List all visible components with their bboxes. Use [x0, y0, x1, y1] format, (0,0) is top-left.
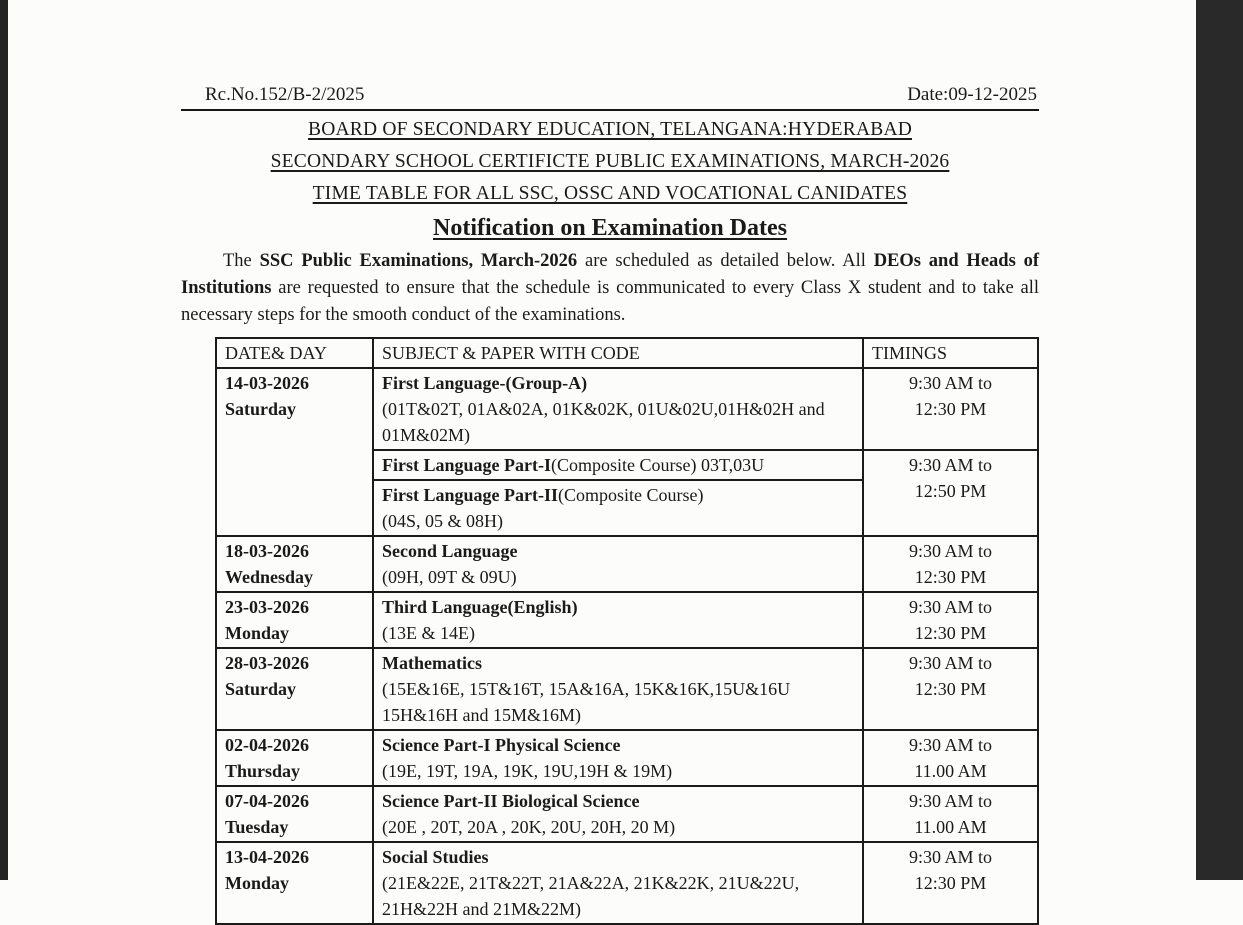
document-page	[181, 84, 1039, 925]
cell-timing: 9:30 AM to 12:30 PM	[863, 648, 1038, 730]
timetable-scope-line: TIME TABLE FOR ALL SSC, OSSC AND VOCATIONAL CANIDATES	[312, 183, 908, 204]
intro-bold-addressees: DEOs and Heads of Institutions	[181, 251, 1040, 298]
reference-number: Rc.No.152/B-2/2025	[205, 84, 365, 105]
intro-paragraph: The SSC Public Examinations, March-2026 are scheduled as detailed below. All DEOs and Heads of Institutions are requested to ensure that the schedule is communicated to every Class X student and to take all necessary steps for the smooth conduct of the examinations.	[181, 251, 1040, 325]
examination-name-line: SECONDARY SCHOOL CERTIFICTE PUBLIC EXAMINATIONS, MARCH-2026	[270, 151, 950, 172]
table-row	[216, 648, 1038, 730]
board-name-line: BOARD OF SECONDARY EDUCATION, TELANGANA:HYDERABAD	[307, 119, 913, 140]
cell-timing: 9:30 AM to 12:30 PM	[863, 842, 1038, 924]
table-row	[216, 730, 1038, 786]
cell-date: 18-03-2026 Wednesday	[216, 536, 373, 592]
cell-subject: Science Part-I Physical Science (19E, 19T, 19A, 19K, 19U,19H & 19M)	[373, 730, 863, 786]
table-row	[216, 368, 1038, 450]
cell-subject: First Language-(Group-A) (01T&02T, 01A&02A, 01K&02K, 01U&02U,01H&02H and 01M&02M)	[373, 368, 863, 450]
header-timings: TIMINGS	[863, 338, 1038, 368]
cell-date: 13-04-2026 Monday	[216, 842, 373, 924]
notification-title: Notification on Examination Dates	[433, 215, 787, 241]
table-row	[216, 592, 1038, 648]
cell-date: 02-04-2026 Thursday	[216, 730, 373, 786]
scan-edge-left	[0, 0, 8, 880]
cell-date: 14-03-2026 Saturday	[216, 368, 373, 536]
table-row	[216, 786, 1038, 842]
header-subject-paper: SUBJECT & PAPER WITH CODE	[373, 338, 863, 368]
cell-subject: First Language Part-I(Composite Course) 03T,03U	[373, 450, 863, 480]
issue-date: Date:09-12-2025	[907, 84, 1037, 105]
cell-subject: Social Studies (21E&22E, 21T&22T, 21A&22A, 21K&22K, 21U&22U, 21H&22H and 21M&22M)	[373, 842, 863, 924]
cell-timing: 9:30 AM to 12:50 PM	[863, 450, 1038, 536]
cell-subject: First Language Part-II(Composite Course) (04S, 05 & 08H)	[373, 480, 863, 536]
table-row	[216, 842, 1038, 924]
table-row	[216, 536, 1038, 592]
cell-timing: 9:30 AM to 12:30 PM	[863, 592, 1038, 648]
cell-timing: 9:30 AM to 12:30 PM	[863, 536, 1038, 592]
cell-timing: 9:30 AM to 11.00 AM	[863, 786, 1038, 842]
cell-timing: 9:30 AM to 11.00 AM	[863, 730, 1038, 786]
cell-subject: Third Language(English) (13E & 14E)	[373, 592, 863, 648]
header-date-day: DATE& DAY	[216, 338, 373, 368]
scan-edge-right	[1196, 0, 1243, 880]
cell-timing: 9:30 AM to 12:30 PM	[863, 368, 1038, 450]
cell-date: 07-04-2026 Tuesday	[216, 786, 373, 842]
cell-subject: Second Language (09H, 09T & 09U)	[373, 536, 863, 592]
cell-subject: Mathematics (15E&16E, 15T&16T, 15A&16A, 15K&16K,15U&16U 15H&16H and 15M&16M)	[373, 648, 863, 730]
cell-subject: Science Part-II Biological Science (20E , 20T, 20A , 20K, 20U, 20H, 20 M)	[373, 786, 863, 842]
cell-date: 28-03-2026 Saturday	[216, 648, 373, 730]
reference-line	[181, 84, 1039, 111]
table-header-row	[216, 338, 1038, 368]
intro-bold-exam-name: SSC Public Examinations, March-2026	[259, 251, 578, 271]
exam-timetable	[215, 337, 1039, 925]
cell-date: 23-03-2026 Monday	[216, 592, 373, 648]
